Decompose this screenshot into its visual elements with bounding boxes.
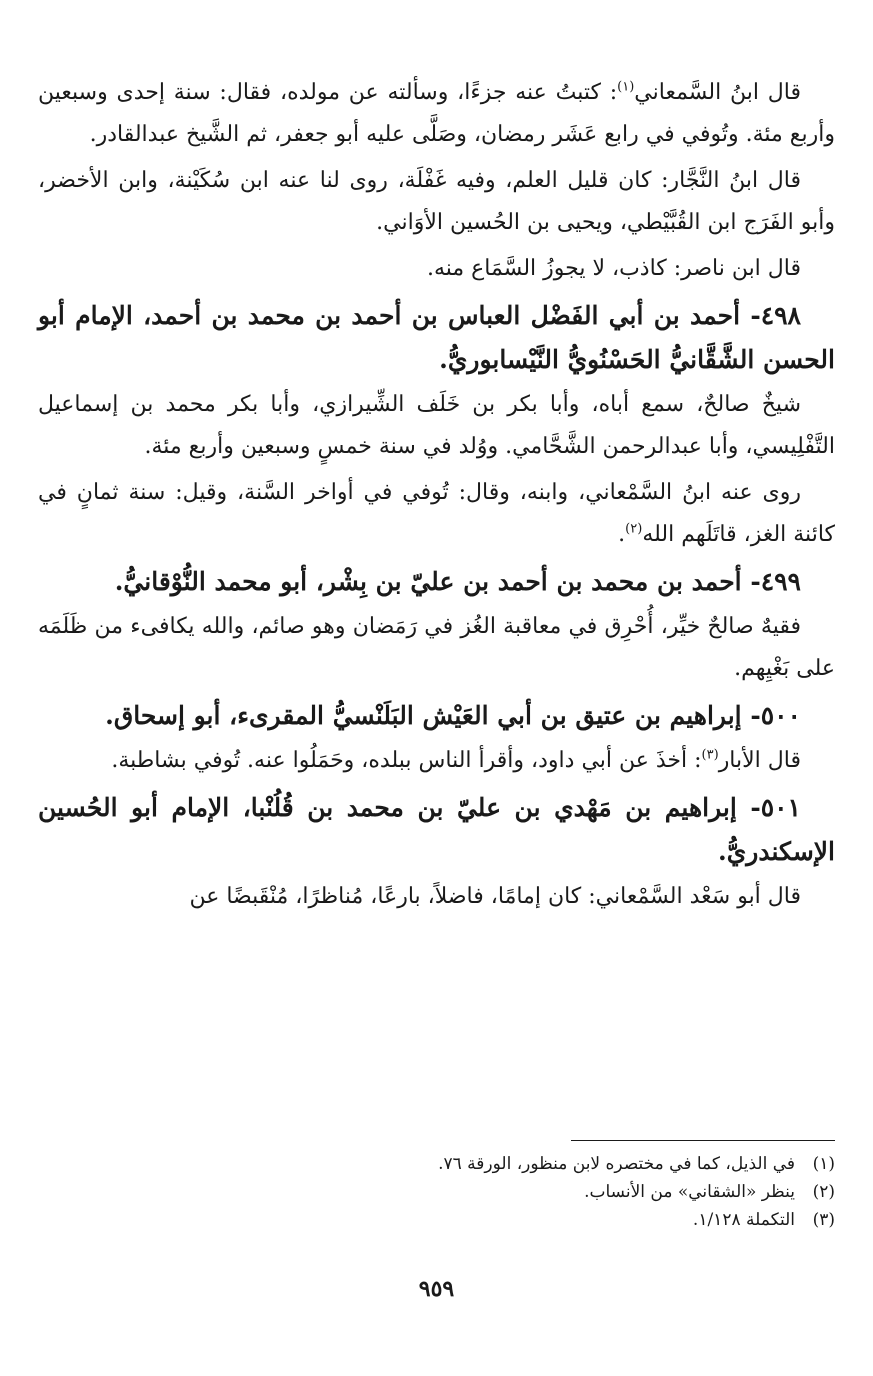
paragraph-text: قال ابنُ السَّمعاني — [634, 80, 802, 105]
main-text — [38, 72, 835, 918]
heading-text: ٤٩٩- أحمد بن محمد بن أحمد بن عليّ بن بِشْر، أبو محمد النُّوْقانيُّ. — [114, 567, 801, 596]
paragraph-text: : كتبتُ عنه جزءًا، وسألته عن مولده، فقال: سنة إحدى وسبعين وأربع مئة. وتُوفي في رابع عَشَر رمضان، وصَلَّى عليه أبو جعفر، ثم الشَّيخ عبدالقادر. — [38, 80, 835, 147]
paragraph-text: فقيهٌ صالحٌ خيِّر، أُحْرِق في معاقبة الغُز في رَمَضان وهو صائم، والله يكافىء من ظَلَمَه على بَغْيِهم. — [38, 614, 835, 681]
heading-text: ٥٠١- إبراهيم بن مَهْدي بن عليّ بن محمد بن قُلُنْبا، الإمام أبو الحُسين الإسكندريُّ. — [38, 793, 835, 866]
footnote-text: في الذيل، كما في مختصره لابن منظور، الورقة ٧٦. — [438, 1154, 795, 1174]
paragraph — [38, 606, 835, 690]
footnote-mark: (٢) — [812, 1182, 835, 1202]
heading-text: ٥٠٠- إبراهيم بن عتيق بن أبي العَيْش البَلَنْسيُّ المقرىء، أبو إسحاق. — [105, 701, 801, 730]
footnote-reference: (١) — [617, 79, 635, 95]
footnote-reference: (٢) — [625, 521, 643, 537]
paragraph-text: قال الأبار — [718, 748, 801, 773]
paragraph — [38, 384, 835, 468]
entry-heading — [38, 560, 835, 604]
paragraph — [38, 472, 835, 556]
entry-heading — [38, 294, 835, 382]
footnote-reference: (٣) — [701, 747, 719, 763]
footnote-mark: (١) — [812, 1154, 835, 1174]
footnote-1 — [38, 1150, 835, 1178]
footnote-text: ينظر «الشقاني» من الأنساب. — [584, 1182, 795, 1202]
paragraph — [38, 72, 835, 156]
footnote-text: التكملة ١/١٢٨. — [692, 1210, 795, 1230]
paragraph-text: قال ابنُ النَّجَّار: كان قليل العلم، وفيه غَفْلَة، روى لنا عنه ابن سُكَيْنة، وابن الأخضر، وأبو الفَرَج ابن القُبَّيْطي، ويحيى بن الحُسين الأوَاني. — [38, 168, 835, 235]
footnote-divider — [571, 1140, 835, 1141]
paragraph-text: شيخٌ صالحٌ، سمع أباه، وأبا بكر بن خَلَف الشِّيرازي، وأبا بكر محمد بن إسماعيل التَّفْلِيسي، وأبا عبدالرحمن الشَّحَّامي. ووُلد في سنة خمسٍ وسبعين وأربع مئة. — [38, 392, 835, 459]
entry-heading — [38, 694, 835, 738]
heading-text: ٤٩٨- أحمد بن أبي الفَضْل العباس بن أحمد بن محمد بن أحمد، الإمام أبو الحسن الشَّقَّانيُّ الحَسْنُويُّ النَّيْسابوريُّ. — [38, 301, 835, 374]
footnotes — [38, 1150, 835, 1234]
paragraph-text: . — [618, 522, 626, 547]
paragraph — [38, 248, 835, 290]
page-number: ٩٥٩ — [418, 1276, 455, 1302]
paragraph-text: روى عنه ابنُ السَّمْعاني، وابنه، وقال: تُوفي في أواخر السَّنة، وقيل: سنة ثمانٍ في كائنة الغز، قاتَلَهم الله — [38, 480, 835, 547]
entry-heading — [38, 786, 835, 874]
paragraph-text: قال أبو سَعْد السَّمْعاني: كان إمامًا، فاضلاً، بارعًا، مُناظرًا، مُنْقَبضًا عن — [189, 884, 801, 909]
paragraph — [38, 740, 835, 782]
paragraph-text: : أخذَ عن أبي داود، وأقرأ الناس ببلده، وحَمَلُوا عنه. تُوفي بشاطبة. — [111, 748, 702, 773]
footnote-3 — [38, 1206, 835, 1234]
footnote-mark: (٣) — [812, 1210, 835, 1230]
paragraph-text: قال ابن ناصر: كاذب، لا يجوزُ السَّمَاع منه. — [426, 256, 801, 281]
paragraph — [38, 160, 835, 244]
footnote-2 — [38, 1178, 835, 1206]
paragraph — [38, 876, 835, 918]
